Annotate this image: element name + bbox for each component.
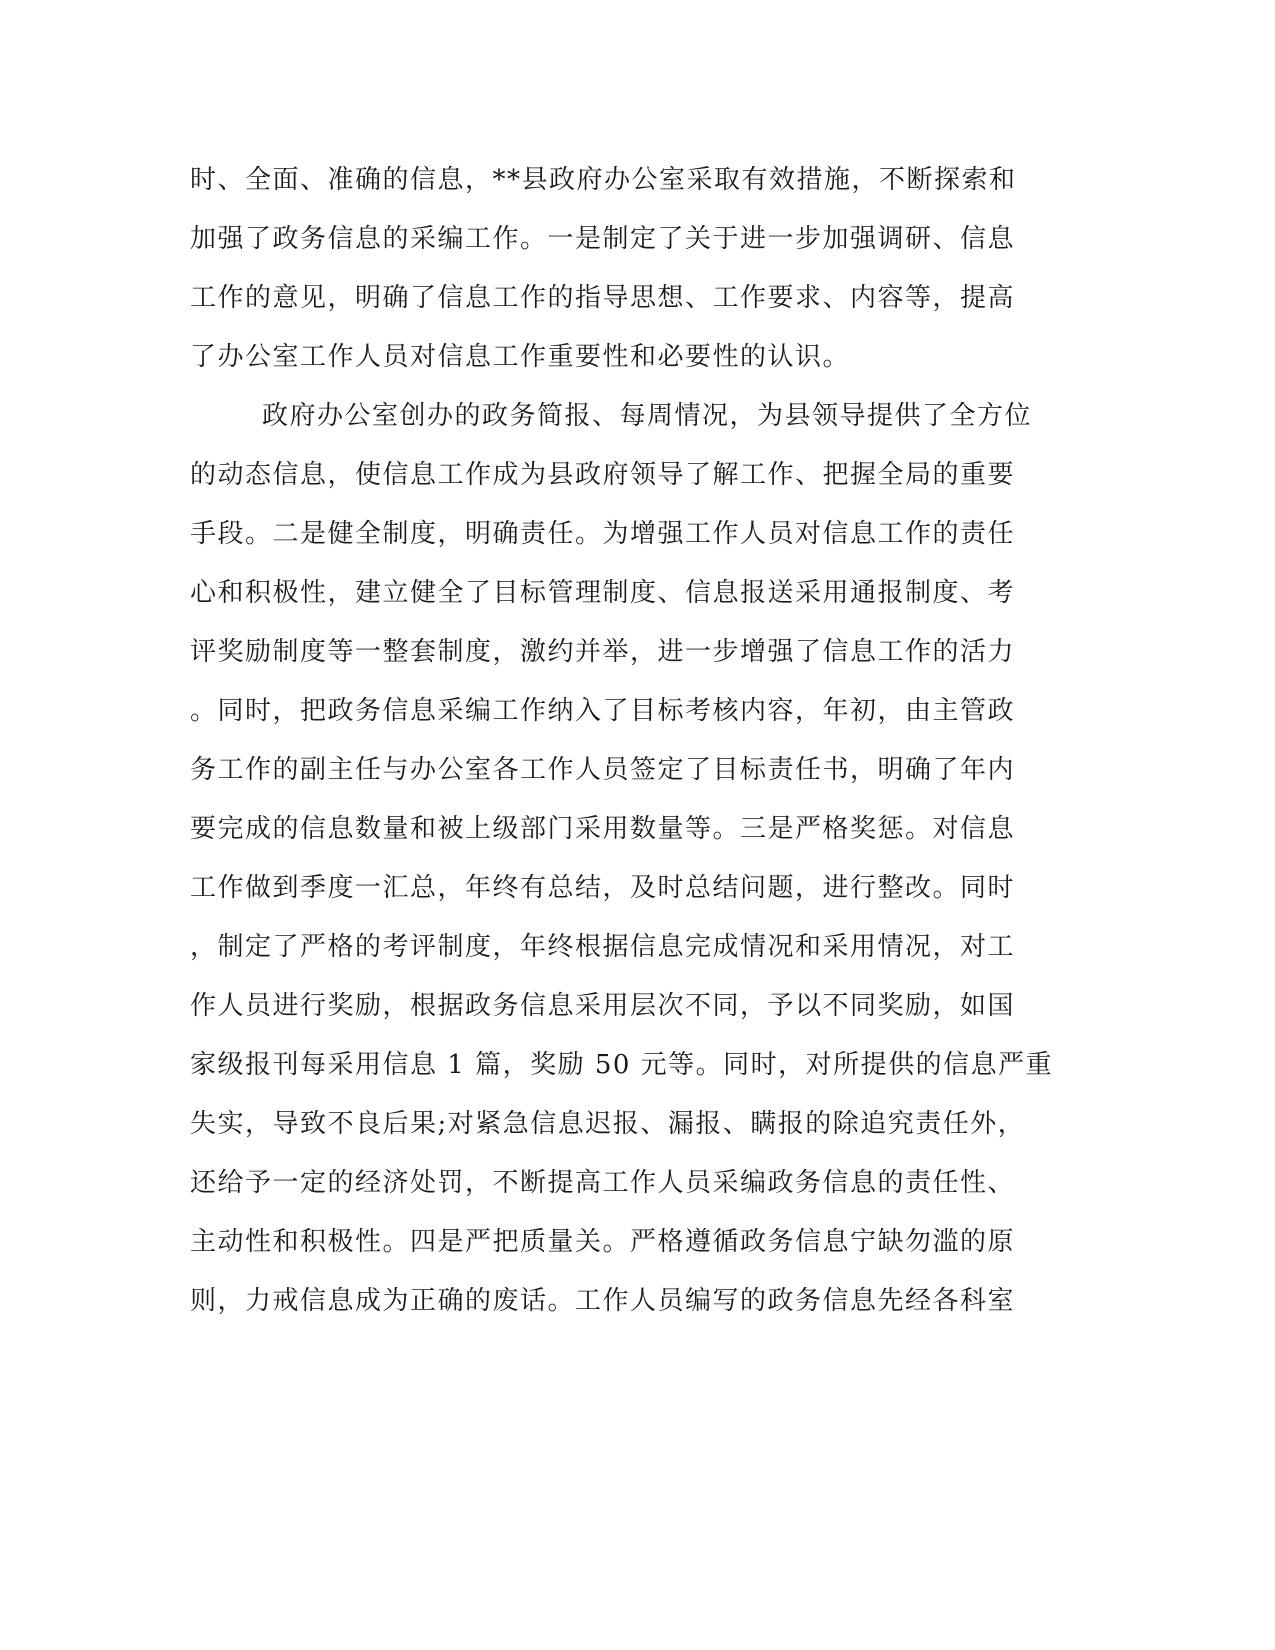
paragraph-2-line-11: 作人员进行奖励，根据政务信息采用层次不同，予以不同奖励，如国 [190, 991, 1016, 1021]
paragraph-1-line-1: 时、全面、准确的信息，**县政府办公室采取有效措施，不断探索和 [190, 165, 1017, 195]
paragraph-2-line-6: 。同时，把政务信息采编工作纳入了目标考核内容，年初，由主管政 [190, 696, 1016, 726]
paragraph-1-line-3: 工作的意见，明确了信息工作的指导思想、工作要求、内容等，提高 [190, 283, 1016, 313]
paragraph-2-line-14: 还给予一定的经济处罚，不断提高工作人员采编政务信息的责任性、 [190, 1168, 1016, 1198]
paragraph-1-line-2: 加强了政务信息的采编工作。一是制定了关于进一步加强调研、信息 [190, 224, 1016, 254]
paragraph-2-line-7: 务工作的副主任与办公室各工作人员签定了目标责任书，明确了年内 [190, 755, 1016, 785]
paragraph-2-line-15: 主动性和积极性。四是严把质量关。严格遵循政务信息宁缺勿滥的原 [190, 1227, 1016, 1257]
paragraph-2-line-13: 失实，导致不良后果;对紧急信息迟报、漏报、瞒报的除追究责任外， [190, 1109, 1026, 1139]
paragraph-2-line-9: 工作做到季度一汇总，年终有总结，及时总结问题，进行整改。同时 [190, 873, 1016, 903]
paragraph-1-line-4: 了办公室工作人员对信息工作重要性和必要性的认识。 [190, 342, 851, 372]
paragraph-2-line-8: 要完成的信息数量和被上级部门采用数量等。三是严格奖惩。对信息 [190, 814, 1016, 844]
paragraph-2-line-4: 心和积极性，建立健全了目标管理制度、信息报送采用通报制度、考 [190, 578, 1016, 608]
paragraph-2-line-5: 评奖励制度等一整套制度，激约并举，进一步增强了信息工作的活力 [190, 637, 1016, 667]
paragraph-2-line-12: 家级报刊每采用信息 1 篇，奖励 50 元等。同时，对所提供的信息严重 [190, 1050, 1054, 1080]
paragraph-2-line-3: 手段。二是健全制度，明确责任。为增强工作人员对信息工作的责任 [190, 519, 1016, 549]
paragraph-2-line-2: 的动态信息，使信息工作成为县政府领导了解工作、把握全局的重要 [190, 460, 1016, 490]
paragraph-2-line-16: 则，力戒信息成为正确的废话。工作人员编写的政务信息先经各科室 [190, 1286, 1016, 1316]
paragraph-2-line-10: ，制定了严格的考评制度，年终根据信息完成情况和采用情况，对工 [190, 932, 1016, 962]
paragraph-2-line-1: 政府办公室创办的政务简报、每周情况，为县领导提供了全方位 [262, 401, 1033, 431]
